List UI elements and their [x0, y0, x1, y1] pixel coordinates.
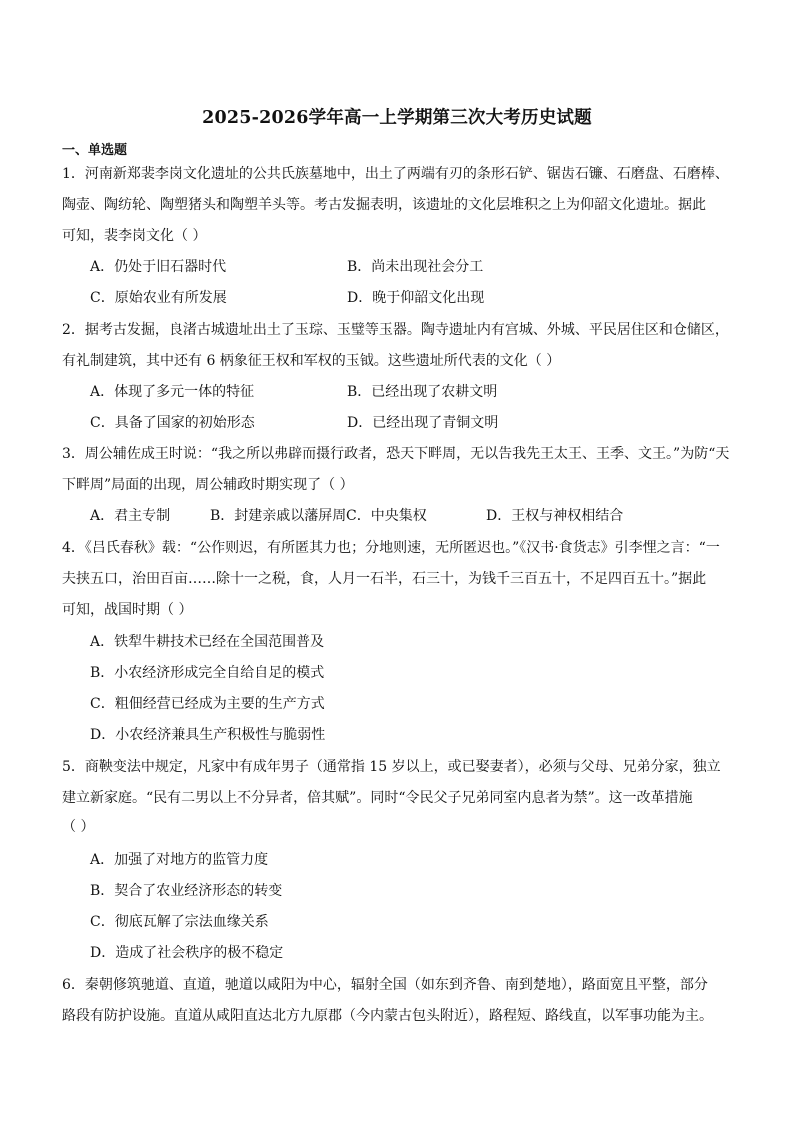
question-text-line: 夫挟五口，治田百亩……除十一之税，食，人月一石半，石三十，为钱千三百五十，不足四百五十。”据此 — [62, 571, 707, 587]
option-b[interactable]: B．尚未出现社会分工 — [347, 259, 484, 275]
option-d[interactable]: D．晚于仰韶文化出现 — [347, 290, 485, 306]
option-d[interactable]: D．王权与神权相结合 — [486, 508, 624, 524]
option-c[interactable]: C．原始农业有所发展 — [90, 290, 227, 306]
option-a[interactable]: A．铁犁牛耕技术已经在全国范围普及 — [90, 634, 325, 650]
question-text-line: （ ） — [62, 819, 95, 835]
option-a[interactable]: A．君主专制 — [90, 508, 171, 524]
question-text-line: 下畔周”局面的出现，周公辅政时期实现了（ ） — [62, 477, 354, 493]
section-heading: 一、单选题 — [62, 143, 128, 158]
option-b[interactable]: B．契合了农业经济形态的转变 — [90, 883, 283, 899]
option-a[interactable]: A．仍处于旧石器时代 — [90, 259, 227, 275]
option-c[interactable]: C．彻底瓦解了宗法血缘关系 — [90, 914, 269, 930]
option-d[interactable]: D．造成了社会秩序的极不稳定 — [90, 945, 284, 961]
option-c[interactable]: C．具备了国家的初始形态 — [90, 415, 255, 431]
option-b[interactable]: B．小农经济形成完全自给自足的模式 — [90, 665, 325, 681]
question-text-line: 2．据考古发掘，良渚古城遗址出土了玉琮、玉璧等玉器。陶寺遗址内有宫城、外城、平民居住区和仓储区， — [62, 322, 729, 338]
question-text-line: 路段有防护设施。直道从咸阳直达北方九原郡（今内蒙古包头附近），路程短、路线直，以军事功能为主。 — [62, 1008, 713, 1024]
option-c[interactable]: C．粗佃经营已经成为主要的生产方式 — [90, 696, 325, 712]
question-text-line: 陶壶、陶纺轮、陶塑猪头和陶塑羊头等。考古发掘表明，该遗址的文化层堆积之上为仰韶文化遗址。据此 — [62, 197, 706, 213]
question-text-line: 6．秦朝修筑驰道、直道，驰道以咸阳为中心，辐射全国（如东到齐鲁、南到楚地），路面宽且平整，部分 — [62, 977, 708, 993]
option-b[interactable]: B．已经出现了农耕文明 — [347, 384, 498, 400]
option-a[interactable]: A．体现了多元一体的特征 — [90, 384, 255, 400]
question-text-line: 建立新家庭。“民有二男以上不分异者，倍其赋”。同时“令民父子兄弟同室内息者为禁”。这一改革措施 — [62, 790, 693, 806]
option-d[interactable]: D．小农经济兼具生产积极性与脆弱性 — [90, 727, 326, 743]
exam-title: 2025-2026学年高一上学期第三次大考历史试题 — [202, 108, 592, 128]
question-text-line: 4．《吕氏春秋》载：“公作则迟，有所匿其力也；分地则速，无所匿迟也。”《汉书·食货志》引李悝之言：“一 — [62, 540, 720, 556]
option-c[interactable]: C．中央集权 — [346, 508, 427, 524]
question-text-line: 可知，裴李岗文化（ ） — [62, 228, 207, 244]
option-a[interactable]: A．加强了对地方的监管力度 — [90, 852, 269, 868]
question-text-line: 5．商鞅变法中规定，凡家中有成年男子（通常指 15 岁以上，或已娶妻者），必须与父母、兄弟分家，独立 — [62, 759, 721, 775]
question-text-line: 可知，战国时期（ ） — [62, 602, 193, 618]
question-text-line: 有礼制建筑，其中还有 6 柄象征王权和军权的玉钺。这些遗址所代表的文化（ ） — [62, 353, 561, 369]
option-b[interactable]: B．封建亲戚以藩屏周 — [210, 508, 347, 524]
question-text-line: 1．河南新郑裴李岗文化遗址的公共氏族墓地中，出土了两端有刃的条形石铲、锯齿石镰、石磨盘、石磨棒、 — [62, 166, 729, 182]
question-text-line: 3．周公辅佐成王时说：“我之所以弗辟而摄行政者，恐天下畔周，无以告我先王太王、王季、文王。”为防“天 — [62, 446, 730, 462]
option-d[interactable]: D．已经出现了青铜文明 — [347, 415, 499, 431]
